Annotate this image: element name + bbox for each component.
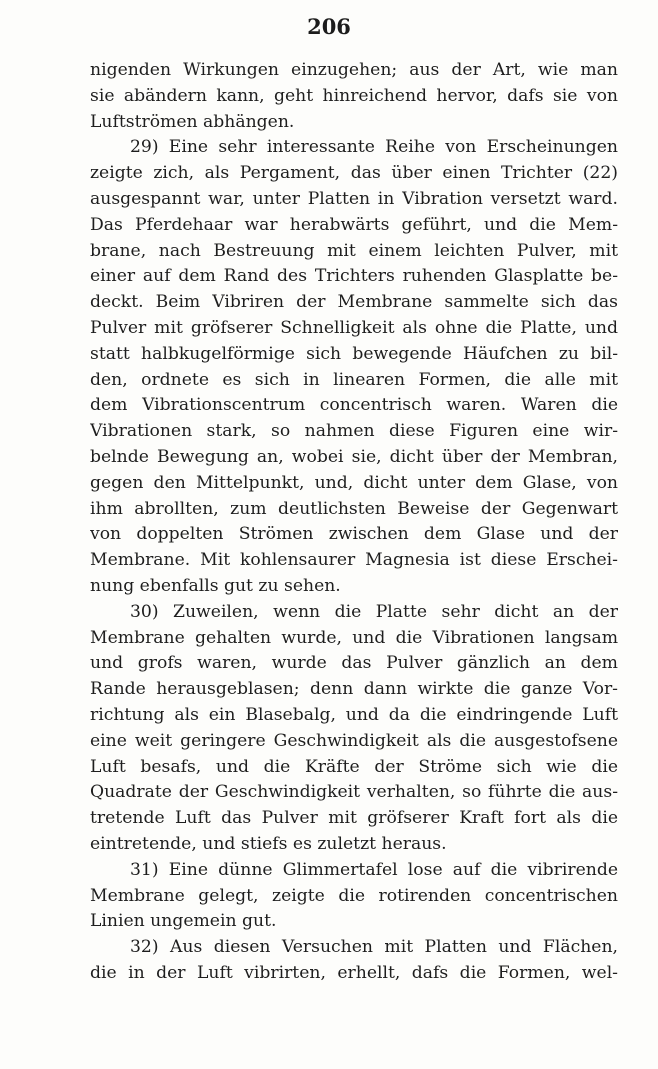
body-text xyxy=(90,58,618,987)
text-line: Luftströmen abhängen. xyxy=(90,111,295,132)
text-line: Pulver mit gröfserer Schnelligkeit als ohne die Platte, und xyxy=(90,317,618,338)
text-line: 32) Aus diesen Versuchen mit Platten und Flächen, xyxy=(130,937,618,958)
text-line: sie abändern kann, geht hinreichend hervor, dafs sie von xyxy=(90,85,618,106)
text-line: Membrane gehalten wurde, und die Vibrationen langsam xyxy=(90,627,618,648)
text-line: ihm abrollten, zum deutlichsten Beweise der Gegenwart xyxy=(90,498,618,519)
text-line: statt halbkugelförmige sich bewegende Häufchen zu bil- xyxy=(90,343,618,364)
text-line: eine weit geringere Geschwindigkeit als die ausgestofsene xyxy=(90,730,618,751)
text-line: ausgespannt war, unter Platten in Vibration versetzt ward. xyxy=(90,188,618,209)
text-line: belnde Bewegung an, wobei sie, dicht über der Membran, xyxy=(90,446,618,467)
text-line: Quadrate der Geschwindigkeit verhalten, so führte die aus- xyxy=(90,782,618,803)
text-line: 31) Eine dünne Glimmertafel lose auf die vibrirende xyxy=(130,859,618,880)
text-line: zeigte zich, als Pergament, das über einen Trichter (22) xyxy=(90,163,618,184)
page-number: 206 xyxy=(307,14,351,39)
text-line: den, ordnete es sich in linearen Formen, die alle mit xyxy=(90,369,618,390)
text-line: Linien ungemein gut. xyxy=(90,911,277,932)
text-line: gegen den Mittelpunkt, und, dicht unter dem Glase, von xyxy=(90,472,618,493)
text-line: 29) Eine sehr interessante Reihe von Erscheinungen xyxy=(130,137,618,158)
text-line: von doppelten Strömen zwischen dem Glase und der xyxy=(90,524,618,545)
text-line: nung ebenfalls gut zu sehen. xyxy=(90,575,341,596)
text-line: Rande herausgeblasen; denn dann wirkte die ganze Vor- xyxy=(90,679,618,700)
text-line: Membrane. Mit kohlensaurer Magnesia ist diese Erschei- xyxy=(90,550,618,571)
text-line: richtung als ein Blasebalg, und da die eindringende Luft xyxy=(90,704,618,725)
text-line: tretende Luft das Pulver mit gröfserer Kraft fort als die xyxy=(90,808,618,829)
text-line: eintretende, und stiefs es zuletzt heraus. xyxy=(90,833,447,854)
text-line: 30) Zuweilen, wenn die Platte sehr dicht an der xyxy=(130,601,618,622)
text-line: Das Pferdehaar war herabwärts geführt, und die Mem- xyxy=(90,214,618,235)
text-line: dem Vibrationscentrum concentrisch waren. Waren die xyxy=(90,395,618,416)
text-line: einer auf dem Rand des Trichters ruhenden Glasplatte be- xyxy=(90,266,618,287)
text-line: Vibrationen stark, so nahmen diese Figuren eine wir- xyxy=(90,421,618,442)
text-line: nigenden Wirkungen einzugehen; aus der Art, wie man xyxy=(90,60,618,80)
text-line: Luft besafs, und die Kräfte der Ströme sich wie die xyxy=(90,756,618,777)
text-line: und grofs waren, wurde das Pulver gänzlich an dem xyxy=(90,653,618,674)
text-line: deckt. Beim Vibriren der Membrane sammelte sich das xyxy=(90,292,618,313)
text-line: brane, nach Bestreuung mit einem leichten Pulver, mit xyxy=(90,240,618,261)
text-line: Membrane gelegt, zeigte die rotirenden concentrischen xyxy=(90,885,618,906)
text-line: die in der Luft vibrirten, erhellt, dafs die Formen, wel- xyxy=(90,962,618,983)
